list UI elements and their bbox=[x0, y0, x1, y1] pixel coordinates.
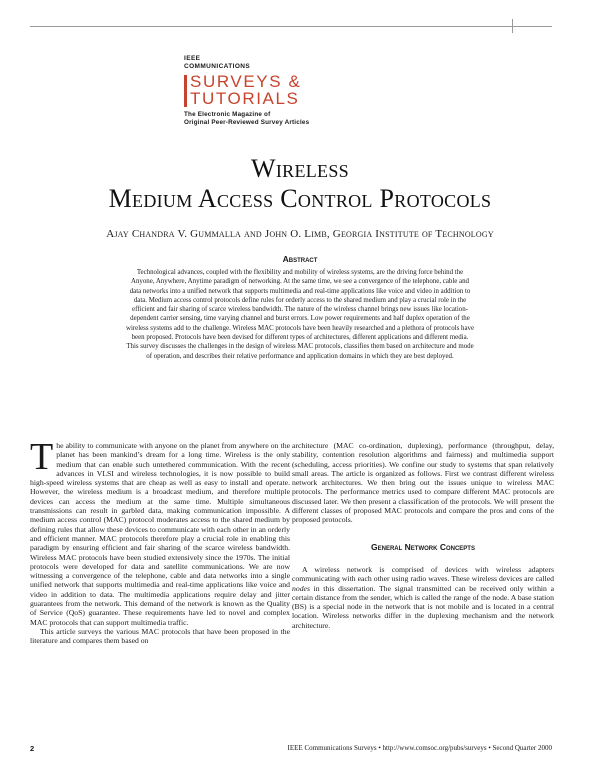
logo-tutorials: TUTORIALS bbox=[190, 89, 300, 108]
logo-surveys: SURVEYS & bbox=[190, 72, 302, 91]
header-rule-mark bbox=[512, 19, 513, 33]
article-authors: Ajay Chandra V. Gummalla and John O. Limb, Georgia Institute of Technology bbox=[106, 228, 494, 240]
body-column-left bbox=[30, 436, 290, 646]
body-paragraph-4-end: in this dissertation. The signal transmitted can be received only within a certain distance from the sender, which is called the range of the node. A base station (BS) is a special node in the network that is not mobile and is located in a central location. Wireless networks differ in the duplexing mechanism and the network architecture. bbox=[292, 583, 554, 630]
logo-communications: COMMUNICATIONS bbox=[184, 63, 251, 70]
abstract-text: Technological advances, coupled with the flexibility and mobility of wireless systems, are the driving force behind the Anyone, Anywhere, Anytime paradigm of networking. At the same time, we see a convergence of the telephone, cable and data networks into a unified network that supports multimedia and real-time applications like voice and video in addition to data. Medium access control protocols define rules for orderly access to the shared medium and play a crucial role in the efficient and fair sharing of scarce wireless bandwidth. The nature of the wireless channel brings new issues like location-dependent carrier sensing, time varying channel and burst errors. Low power requirements and half duplex operation of the wireless systems add to the challenge. Wireless MAC protocols have been heavily researched and a plethora of protocols have been proposed. Protocols have been devised for different types of architectures, different applications and different media. This survey discusses the challenges in the design of wireless MAC protocols, classifies them based on architecture and mode of operation, and describes their relative performance and application domains in which they are best deployed. bbox=[125, 269, 475, 360]
page-number: 2 bbox=[30, 744, 35, 753]
logo-ieee: IEEE bbox=[184, 55, 201, 62]
term-nodes: nodes bbox=[292, 583, 310, 593]
body-paragraph-4 bbox=[292, 565, 554, 630]
section-heading: General Network Concepts bbox=[371, 541, 475, 552]
article-title-line-2: Medium Access Control Protocols bbox=[108, 184, 492, 213]
body-paragraph-1 bbox=[30, 436, 290, 627]
article-title-line-1: Wireless bbox=[251, 154, 349, 183]
logo-tagline-2: Original Peer-Reviewed Survey Articles bbox=[184, 119, 310, 126]
body-paragraph-4-start: A wireless network is comprised of devices with wireless adapters communicating with each other using radio waves. These wireless devices are called bbox=[292, 564, 554, 584]
logo-accent-bar bbox=[184, 75, 187, 107]
body-paragraph-2: This article surveys the various MAC protocols that have been proposed in the literature and compares them based on bbox=[30, 626, 290, 646]
abstract-heading: Abstract bbox=[282, 254, 318, 264]
logo-tagline-1: The Electronic Magazine of bbox=[184, 111, 271, 118]
logo-wordmark bbox=[184, 73, 434, 107]
journal-logo bbox=[184, 55, 434, 127]
body-paragraph-1-text: he ability to communicate with anyone on the planet from anywhere on the planet has been mankind’s dream for a long time. Wireless is the only medium that can enable such untethered communication. With the recent advances in VLSI and wireless technologies, it is now possible to build high-speed wireless systems that are cheap as well as easy to install and operate. However, the wireless medium is a broadcast medium, and therefore multiple devices can access the medium at the same time. Multiple simultaneous transmissions can result in garbled data, making communication impossible. A medium access control (MAC) protocol moderates access to the shared medium by defining rules that allow these devices to communicate with each other in an orderly and efficient manner. MAC protocols therefore play a crucial role in enabling this paradigm by ensuring efficient and fair sharing of the scarce wireless bandwidth. Wireless MAC protocols have been studied extensively since the 1970s. The initial protocols were developed for data and satellite communications. We are now witnessing a convergence of the telephone, cable and data networks into a single unified network that supports multimedia and real-time applications like voice and video in addition to data. The multimedia applications require delay and jitter guarantees from the network. This demand of the network is known as the Quality of Service (QoS) guarantee. These requirements have led to novel and complex MAC protocols that can support multimedia traffic. bbox=[30, 441, 290, 627]
body-paragraph-3: architecture (MAC co-ordination, duplexing), performance (throughput, delay, stability, contention resolution algorithms and fairness) and multimedia support (scheduling, access priorities). We confine our study to systems that span relatively small areas. The article is organized as follows. First we contrast different wireless network architectures. We then bring out the issues unique to wireless MAC protocols. The performance metrics used to compare different MAC protocols are discussed later. We then present a classification of the protocols. We will present the different classes of proposed MAC protocols and compare the pros and cons of the proposed protocols. bbox=[292, 441, 554, 525]
footer-citation: IEEE Communications Surveys • http://www.comsoc.org/pubs/surveys • Second Quarter 2000 bbox=[287, 744, 552, 752]
header-rule bbox=[30, 26, 552, 27]
body-column-right bbox=[292, 441, 554, 630]
drop-cap: T bbox=[30, 436, 54, 478]
